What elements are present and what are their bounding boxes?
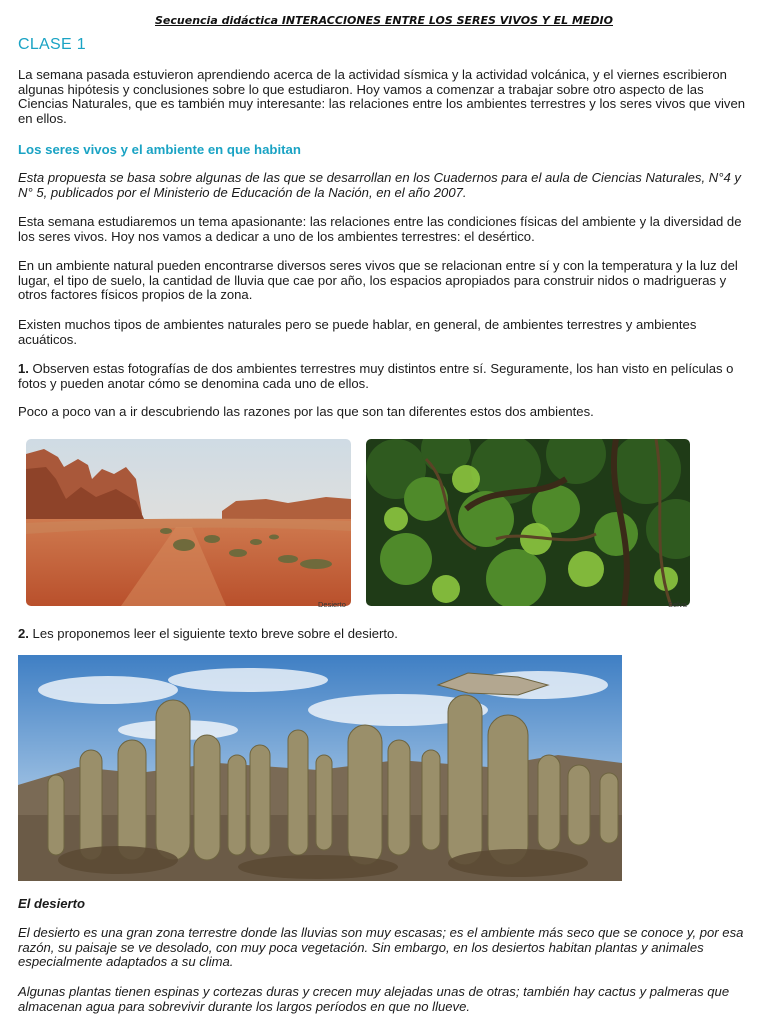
desert-paragraph-1: El desierto es una gran zona terrestre donde las lluvias son muy escasas; es el ambiente más seco que se conoce y, por esa razón, su paisaje se ve desolado, con muy poca vegetación. Sin embargo, en los desiertos habitan plantas y animales especialmente adaptados a su clima. xyxy=(18,925,744,970)
activity-1 xyxy=(18,362,750,391)
activity-2 xyxy=(18,627,750,642)
desert-paragraph-2: Algunas plantas tienen espinas y cortezas duras y crecen muy alejadas unas de otras; también hay cactus y palmeras que almacenan agua para sobrevivir durante los largos períodos en que no llueve. xyxy=(18,984,730,1014)
section-title: Los seres vivos y el ambiente en que habitan xyxy=(18,142,301,157)
activity-1-text: Observen estas fotografías de dos ambientes terrestres muy distintos entre sí. Seguramente, los han visto en películas o fotos y pueden anotar cómo se denomina cada uno de ellos. xyxy=(18,361,734,391)
paragraph-environment: En un ambiente natural pueden encontrarse diversos seres vivos que se relacionan entre sí y con la temperatura y la luz del lugar, el tipo de suelo, la cantidad de lluvia que cae por año, los espacios apropiados para construir nidos o madrigueras y otros factores físicos propios de la zona. xyxy=(18,258,738,303)
activity-2-number: 2. xyxy=(18,626,29,641)
activity-1-followup: Poco a poco van a ir descubriendo las razones por las que son tan diferentes estos dos ambientes. xyxy=(18,404,594,419)
source-note: Esta propuesta se basa sobre algunas de las que se desarrollan en los Cuadernos para el aula de Ciencias Naturales, N°4 y N° 5, publicados por el Ministerio de Educación de la Nación, en el año 2007. xyxy=(18,170,741,200)
desert-photo xyxy=(26,439,351,606)
paragraph-types: Existen muchos tipos de ambientes naturales pero se puede hablar, en general, de ambientes terrestres y ambientes acuáticos. xyxy=(18,317,697,347)
lesson-title: CLASE 1 xyxy=(18,36,86,53)
jungle-caption: Selva xyxy=(668,600,687,609)
jungle-photo xyxy=(366,439,690,606)
paragraph-topic: Esta semana estudiaremos un tema apasionante: las relaciones entre las condiciones físicas del ambiente y la diversidad de los seres vivos. Hoy nos vamos a dedicar a uno de los ambientes terrestres: el desértico. xyxy=(18,214,742,244)
desert-caption: Desierto xyxy=(318,600,346,609)
activity-1-number: 1. xyxy=(18,361,29,376)
intro-paragraph: La semana pasada estuvieron aprendiendo acerca de la actividad sísmica y la actividad volcánica, y el viernes escribieron algunas hipótesis y conclusiones sobre lo que estudiaron. Hoy vamos a comenzar a trabajar sobre otro aspecto de las Ciencias Naturales, que es también muy interesante: las relaciones entre los ambientes terrestres y los seres vivos que viven en ellos. xyxy=(18,67,746,126)
desert-section-title: El desierto xyxy=(18,896,85,911)
cactus-photo xyxy=(18,655,622,881)
activity-2-text: Les proponemos leer el siguiente texto breve sobre el desierto. xyxy=(28,626,398,641)
document-header: Secuencia didáctica INTERACCIONES ENTRE LOS SERES VIVOS Y EL MEDIO xyxy=(155,14,613,27)
